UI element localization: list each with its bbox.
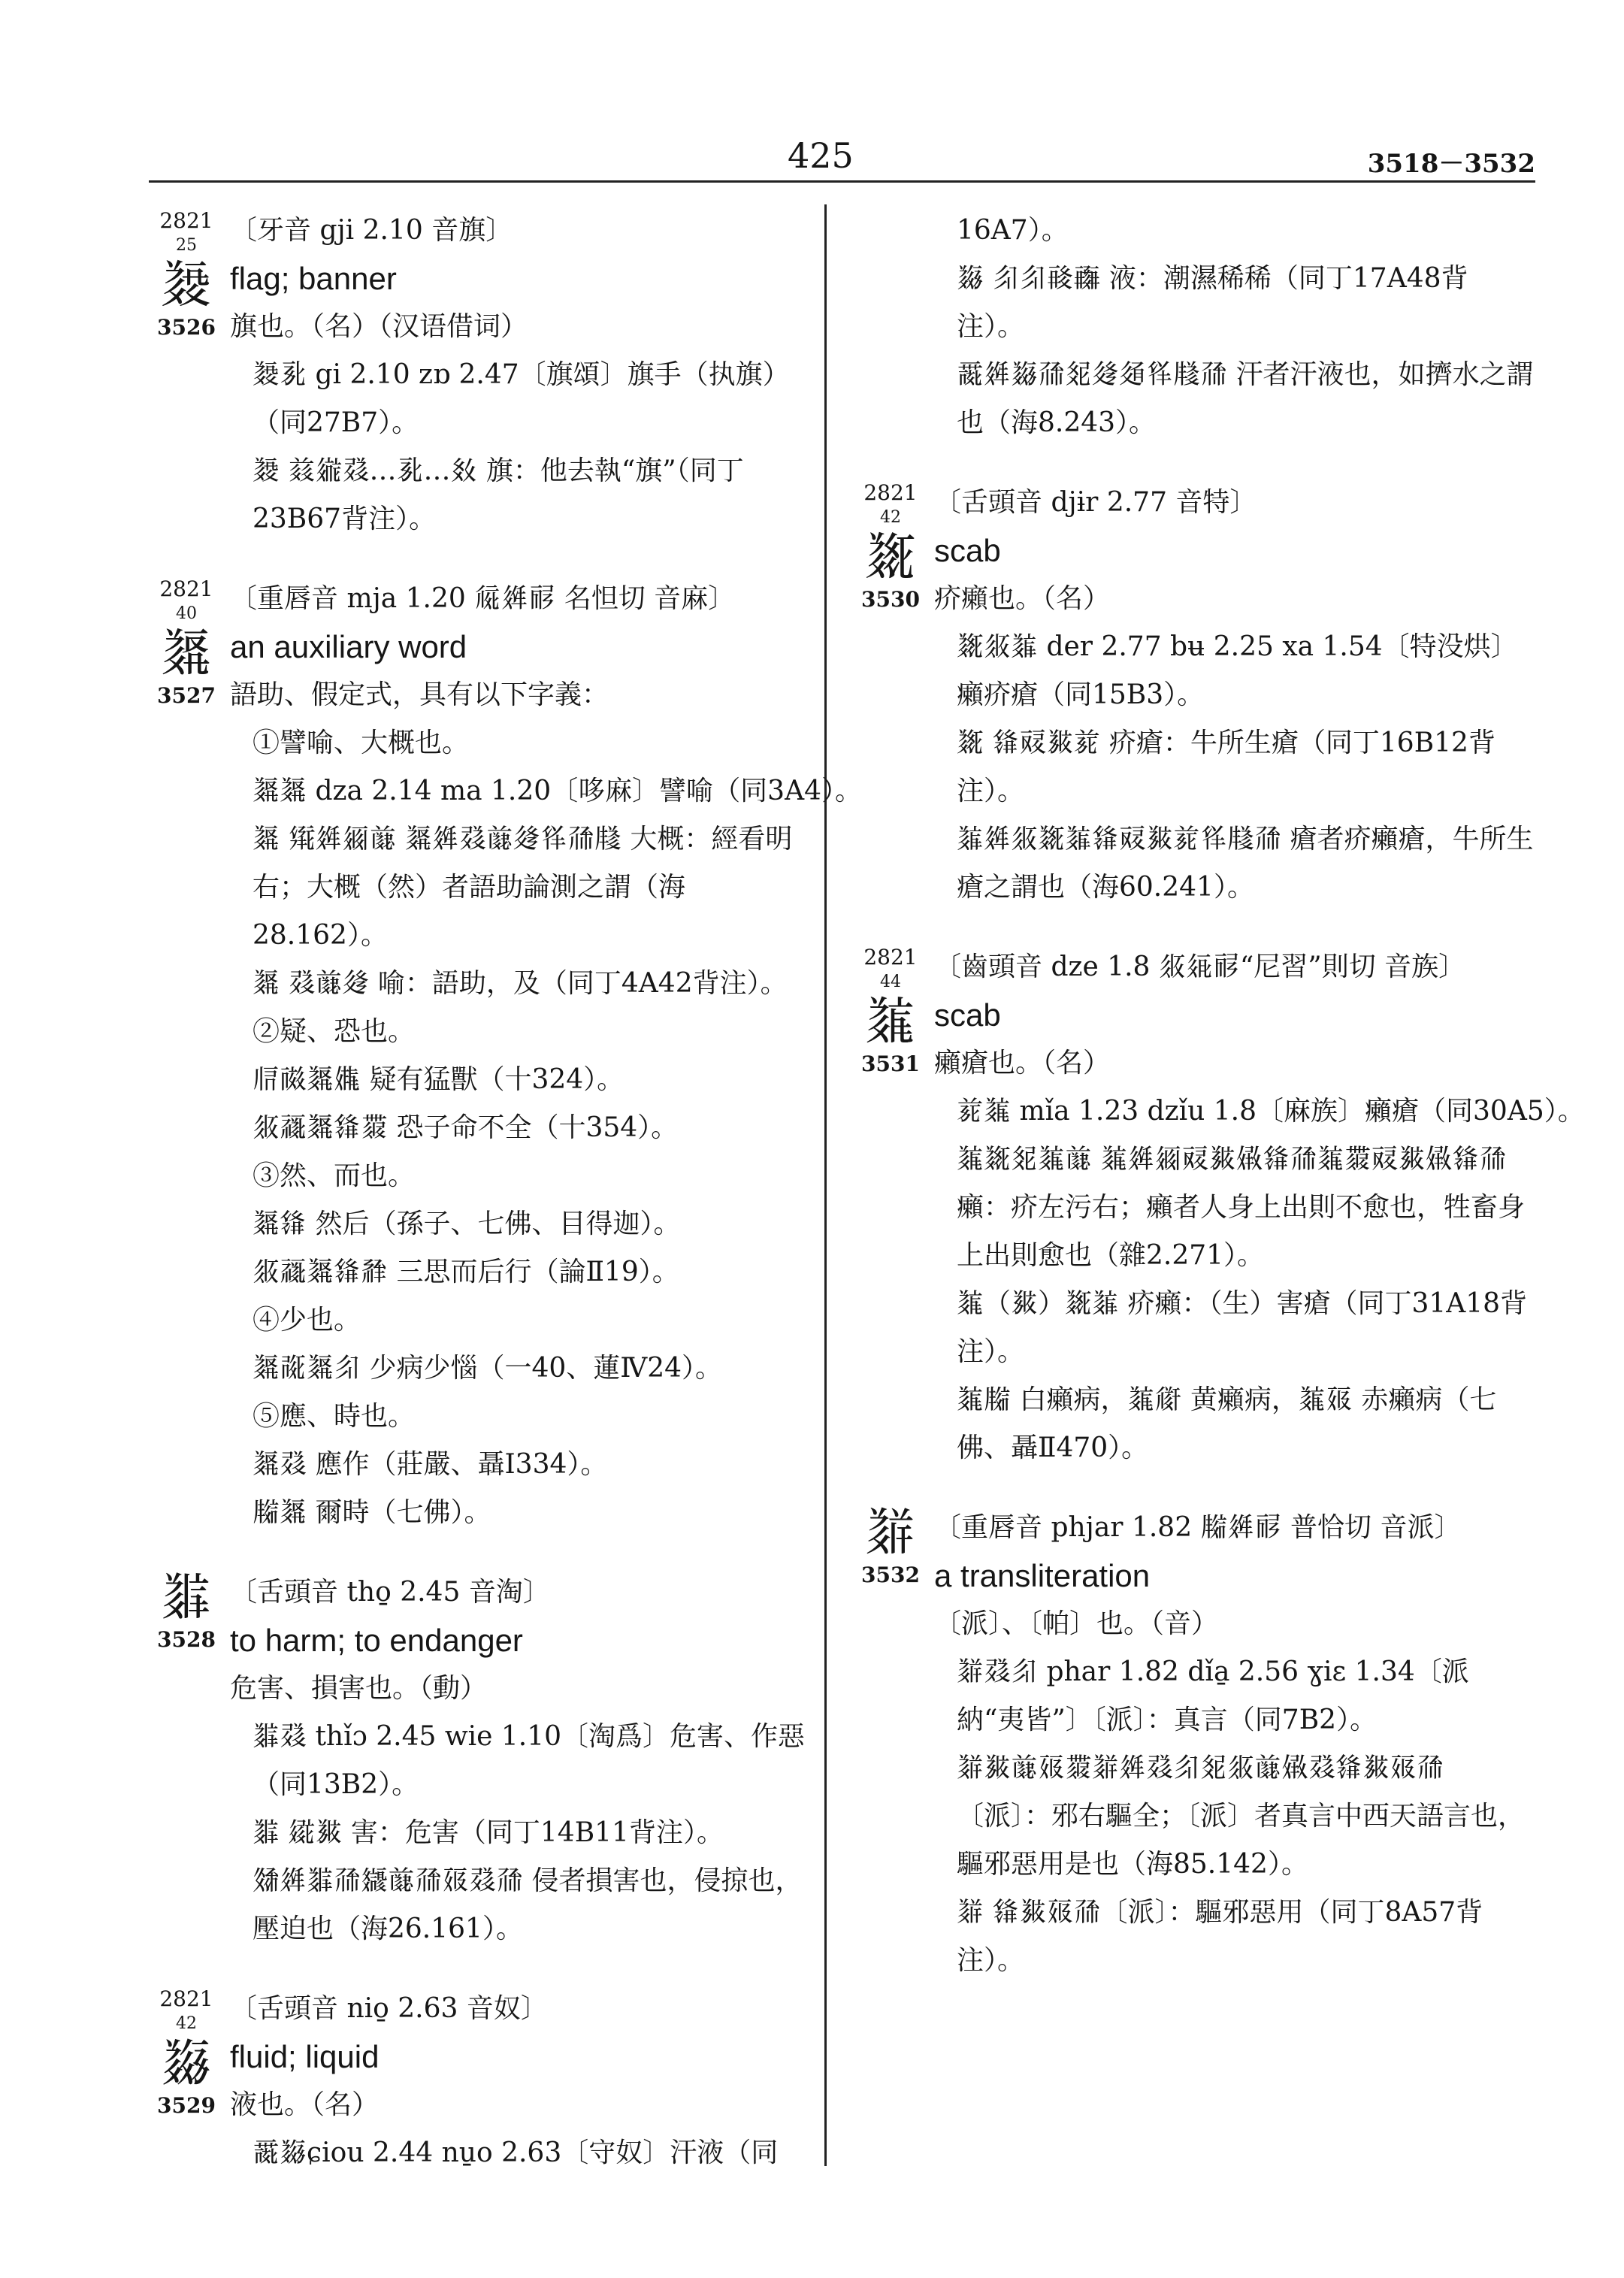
entry-line: 𗽀𗤶𘐃𗗙𗿼𗓽𗗙𗡞𘅇𗗙 侵者損害也，侵掠也，壓迫也（海26.161）。 [253, 1865, 803, 1944]
entry-line: ①譬喻、大概也。 [253, 728, 470, 758]
entry-line: 危害、損害也。（動） [230, 1673, 488, 1704]
dictionary-entry [853, 479, 1535, 912]
english-gloss: fluid; liquid [230, 2039, 380, 2074]
entry-line: 𗵘𘐄ɕiou 2.44 nu̱o 2.63〔守奴〕汗液（同 [253, 2137, 779, 2168]
entry-line: 𘐂𗰞𘐂𗼃 少病少惱（一40、蓮Ⅳ24）。 [253, 1353, 723, 1384]
entry-line: 𘐅 𗌭𗠝𗯴𗐱 疥瘡：牛所生瘡（同丁16B12背注）。 [957, 728, 1495, 806]
headword-glyph: 𘐄 [160, 2034, 212, 2093]
entry-line: 𘐈 𗌭𗯴𗡞𗗙〔派〕：驅邪惡用（同丁8A57背注）。 [957, 1897, 1483, 1976]
entry-line: 〔舌頭音 tho̱ 2.45 音淘〕 [230, 1577, 550, 1608]
headword-glyph: 𘐅 [864, 528, 916, 587]
headword-glyph: 𘐇 [864, 992, 916, 1051]
entry-line: 〔舌頭音 djɨr 2.77 音特〕 [934, 487, 1257, 518]
entry-code: 2821 [863, 945, 918, 970]
header-rule [149, 180, 1535, 183]
entry-subcode: 25 [176, 236, 197, 255]
entry-number: 3529 [157, 2093, 216, 2118]
entry-number: 3532 [861, 1563, 920, 1587]
entry-margin [149, 1569, 224, 1653]
entry-line: 癩瘡也。（名） [934, 1048, 1111, 1078]
entry-code: 2821 [159, 576, 213, 601]
entry-margin [149, 1985, 224, 2119]
entry-code: 2821 [863, 480, 918, 505]
entry-line: 𘐂𗌭 然后（孫子、七佛、目得迦）。 [253, 1209, 681, 1239]
entry-line: 疥癩也。（名） [934, 583, 1111, 614]
entry-line: 𘐃 𗩱𗯴 害：危害（同丁14B11背注）。 [253, 1817, 724, 1848]
entry-line: 𘐂 𗋕𗤶𗥃𗓽 𘐂𗤶𘅇𗓽𗫶𗃛𗗙𗹦 大概：經看明右；大概（然）者語助論測之謂（海28.162）。 [253, 824, 793, 951]
dictionary-entry [853, 207, 1535, 447]
entry-code: 2821 [159, 1986, 213, 2011]
english-gloss: a transliteration [934, 1558, 1151, 1593]
entry-subcode: 40 [176, 604, 197, 623]
entry-line: ⑤應、時也。 [253, 1401, 416, 1432]
entry-line: 𘐃𘅇 thǐɔ 2.45 wie 1.10〔淘爲〕危害、作惡（同13B2）。 [253, 1721, 806, 1800]
entry-line: 𘐈𘅇𗼃 phar 1.82 dǐa̱ 2.56 ɣiɛ 1.34〔派納“夷皆”〕〔派〕：真言（同7B2）。 [957, 1656, 1469, 1735]
entry-line: 𘐀 𗑠𗨁𘅇…𗎘…𗾈 旗：他去執“旗”（同丁23B67背注）。 [253, 455, 744, 534]
dictionary-entry [853, 1504, 1535, 1985]
dictionary-entry [853, 943, 1585, 1472]
english-gloss: scab [934, 533, 1001, 568]
entry-subcode: 42 [176, 2014, 197, 2033]
entry-line: 𘐂𘐂 dza 2.14 ma 1.20〔哆麻〕譬喻（同3A4）。 [253, 776, 862, 806]
entry-subcode: 42 [880, 508, 901, 527]
entry-line: 𘐄 𗼃𗼃𗷾𗸓 液：潮濕稀稀（同丁17A48背注）。 [957, 263, 1468, 342]
entry-line: 𗵘𗤶𘐄𗗙𗾏𗫶𗬀𗃛𗹦𗗙 汗者汗液也，如擠水之謂也（海8.243）。 [957, 359, 1534, 438]
entry-line: 𗄭𗎀𘐂𗏴 疑有猛獸（十324）。 [253, 1064, 624, 1095]
left-column [149, 207, 862, 2209]
entry-line: 𘐇（𗯴）𘐅𘐆 疥癩：（生）害瘡（同丁31A18背注）。 [957, 1288, 1528, 1367]
entry-line: ④少也。 [253, 1305, 361, 1336]
entry-line: 16A7）。 [957, 215, 1069, 246]
entry-line: 𗹨𘐂 爾時（七佛）。 [253, 1497, 491, 1528]
entry-number: 3531 [861, 1051, 920, 1076]
entry-line: 液也。（名） [230, 2089, 380, 2120]
entry-line: 𘐅𗼇𘐆 der 2.77 bʉ 2.25 xa 1.54〔特没烘〕癩疥瘡（同15B3）。 [957, 631, 1518, 710]
entry-line: 〔重唇音 phjar 1.82 𗹨𗤶𗟲 普恰切 音派〕 [934, 1512, 1462, 1543]
entry-line: 〔舌頭音 nio̱ 2.63 音奴〕 [230, 1993, 548, 2024]
entry-line: 〔重唇音 mja 1.20 𗏁𗤶𗟲 名怛切 音麻〕 [230, 583, 736, 614]
dictionary-entry [149, 575, 862, 1537]
entry-line: 旗也。（名）（汉语借词） [230, 311, 528, 342]
dictionary-entry [149, 1985, 810, 2177]
english-gloss: flag; banner [230, 261, 397, 296]
entry-line: 𘐆𗤶𗼇𘐅𘐆𗌭𗠝𗯴𗐱𗃛𗹦𗗙 瘡者疥癩瘡，牛所生瘡之謂也（海60.241）。 [957, 824, 1534, 903]
entry-code: 2821 [159, 208, 213, 233]
entry-line: 𗼇𗹙𘐂𗌭𗴂 三思而后行（論Ⅱ19）。 [253, 1257, 679, 1287]
entry-number: 3526 [157, 315, 216, 340]
dictionary-entry [149, 207, 810, 543]
entry-margin [853, 1504, 928, 1588]
page-number: 425 [788, 135, 854, 176]
english-gloss: to harm; to endanger [230, 1623, 523, 1658]
entry-line: 𗼇𗹙𘐂𗌭𗷅 恐子命不全（十354）。 [253, 1112, 679, 1143]
entry-margin [853, 943, 928, 1077]
headword-glyph: 𘐂 [160, 624, 212, 683]
column-rule [824, 204, 827, 2166]
headword-glyph: 𘐈 [864, 1503, 916, 1563]
entry-line: 𘐂𘅇 應作（莊嚴、聶Ⅰ334）。 [253, 1449, 608, 1480]
entry-number: 3528 [157, 1627, 216, 1652]
entry-line: ③然、而也。 [253, 1160, 416, 1191]
entry-number: 3530 [861, 587, 920, 612]
entry-line: 𘐈𗯴𗓽𗡞𗷅𘐈𗤶𘅇𗼃𗾏𗼇𗓽𗏣𘅇𗌭𗯴𗡞𗗙 〔派〕：邪右驅全；〔派〕者真言中西天語言也，驅邪惡用是也（海85.142）。 [957, 1753, 1526, 1880]
entry-line: 〔牙音 gji 2.10 音旗〕 [230, 215, 513, 246]
entry-margin [853, 479, 928, 613]
entry-line: 𘐀𗎘 gi 2.10 zɒ 2.47〔旗頌〕旗手（执旗）（同27B7）。 [253, 359, 790, 438]
right-column [853, 207, 1585, 2016]
entry-range: 3518－3532 [1367, 149, 1535, 179]
entry-line: 𘐂 𘅇𗓽𗫶 喻：語助，及（同丁4A42背注）。 [253, 968, 788, 999]
entry-line: 𘐇𘐅𗾏𘐇𗓽 𘐇𗤶𗥃𗠝𗯴𗏣𗌭𗗙𘐇𗷅𗠝𗯴𗏣𗌭𗗙 癩：疥左污右；癩者人身上出則不愈也，牲畜身上出則愈也（雜2.271）。 [957, 1144, 1526, 1271]
entry-line: 〔派〕、〔帕〕也。（音） [934, 1608, 1219, 1639]
entry-line: 𘐇𗹨 白癩病，𘐇𗏆 黄癩病，𘐇𗡞 赤癩病（七佛、聶Ⅱ470）。 [957, 1384, 1497, 1463]
english-gloss: an auxiliary word [230, 629, 467, 664]
entry-line: 語助、假定式，具有以下字義： [230, 679, 609, 710]
entry-line: 𗐱𘐇 mǐa 1.23 dzǐu 1.8〔麻族〕癩瘡（同30A5）。 [957, 1096, 1585, 1127]
english-gloss: scab [934, 997, 1001, 1033]
entry-line: 〔齒頭音 dze 1.8 𗼇𗤄𗟲“尼習”則切 音族〕 [934, 951, 1466, 982]
headword-glyph: 𘐃 [160, 1568, 212, 1627]
entry-margin [149, 207, 224, 340]
entry-line: ②疑、恐也。 [253, 1016, 416, 1047]
dictionary-entry [149, 1569, 810, 1953]
entry-number: 3527 [157, 683, 216, 708]
headword-glyph: 𘐀 [160, 256, 212, 315]
entry-subcode: 44 [880, 973, 901, 991]
entry-margin [149, 575, 224, 709]
